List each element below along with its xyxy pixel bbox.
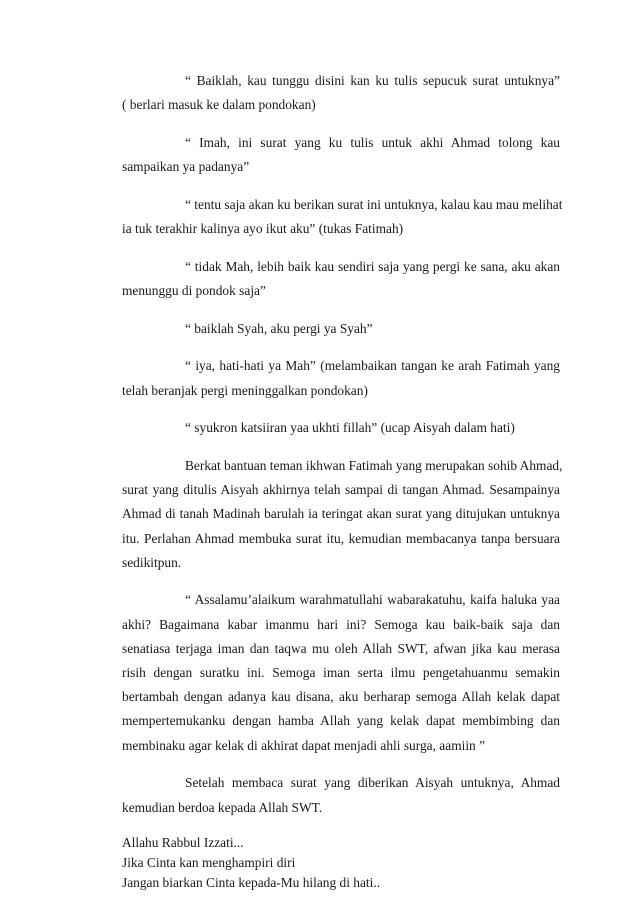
paragraph	[122, 255, 560, 303]
paragraph-line: “ iya, hati-hati ya Mah” (melambaikan tangan ke arah Fatimah yang	[185, 358, 560, 374]
paragraph-line: “ tentu saja akan ku berikan surat ini untuknya, kalau kau mau melihat	[185, 196, 563, 212]
paragraph	[122, 354, 560, 402]
paragraph-line: “ Imah, ini surat yang ku tulis untuk akhi Ahmad tolong kau	[185, 134, 560, 150]
paragraph-line: “ baiklah Syah, aku pergi ya Syah”	[185, 320, 373, 336]
paragraph-line: “ tidak Mah, lebih baik kau sendiri saja yang pergi ke sana, aku akan	[185, 258, 560, 274]
paragraph-line: ia tuk terakhir kalinya ayo ikut aku” (tukas Fatimah)	[122, 221, 404, 237]
paragraph	[122, 416, 560, 440]
paragraph-line: Berkat bantuan teman ikhwan Fatimah yang merupakan sohib Ahmad,	[185, 457, 563, 473]
paragraph-line: ( berlari masuk ke dalam pondokan)	[122, 97, 316, 113]
paragraph-line: mempertemukanku dengan hamba Allah yang kelak dapat membimbing dan	[122, 713, 560, 729]
closing-poem	[122, 833, 560, 893]
paragraph-line: akhi? Bagaimana kabar imanmu hari ini? Semoga kau baik-baik saja dan	[122, 616, 560, 632]
paragraph-line: senatiasa terjaga iman dan taqwa mu oleh Allah SWT, afwan jika kau merasa	[122, 640, 560, 656]
paragraph-line: itu. Perlahan Ahmad membuka surat itu, kemudian membacanya tanpa bersuara	[122, 530, 560, 546]
paragraph-line: risih dengan suratku ini. Semoga iman serta ilmu pengetahuanmu semakin	[122, 665, 560, 681]
closing-line-2: Jika Cinta kan menghampiri diri	[122, 855, 296, 871]
paragraph-line: Setelah membaca surat yang diberikan Aisyah untuknya, Ahmad	[185, 775, 560, 791]
paragraph-line: surat yang ditulis Aisyah akhirnya telah sampai di tangan Ahmad. Sesampainya	[122, 482, 560, 498]
paragraph-line: sedikitpun.	[122, 554, 182, 570]
closing-line-1: Allahu Rabbul Izzati...	[122, 835, 244, 851]
paragraph-line: “ Baiklah, kau tunggu disini kan ku tulis sepucuk surat untuknya”	[185, 73, 560, 88]
paragraph-line: bertambah dengan adanya kau disana, aku berharap semoga Allah kelak dapat	[122, 689, 560, 705]
paragraph	[122, 69, 560, 117]
paragraph-line: “ syukron katsiiran yaa ukhti fillah” (ucap Aisyah dalam hati)	[185, 420, 515, 436]
paragraph-line: “ Assalamu’alaikum warahmatullahi wabarakatuhu, kaifa haluka yaa	[185, 592, 560, 608]
paragraph-line: membinaku agar kelak di akhirat dapat menjadi ahli surga, aamiin ”	[122, 737, 486, 753]
paragraph	[122, 131, 560, 179]
paragraph-line: sampaikan ya padanya”	[122, 159, 250, 175]
paragraph-line: telah beranjak pergi meninggalkan pondokan)	[122, 382, 368, 398]
paragraph	[122, 317, 560, 341]
closing-line-3: Jangan biarkan Cinta kepada-Mu hilang di hati..	[122, 875, 381, 891]
paragraph	[122, 588, 560, 757]
paragraph	[122, 454, 563, 575]
paragraph	[122, 193, 563, 241]
paragraph-line: kemudian berdoa kepada Allah SWT.	[122, 799, 323, 815]
paragraph-line: menunggu di pondok saja”	[122, 282, 266, 298]
body-text	[122, 69, 563, 820]
paragraph	[122, 771, 560, 819]
paragraph-line: Ahmad di tanah Madinah barulah ia teringat akan surat yang ditujukan untuknya	[122, 506, 560, 522]
